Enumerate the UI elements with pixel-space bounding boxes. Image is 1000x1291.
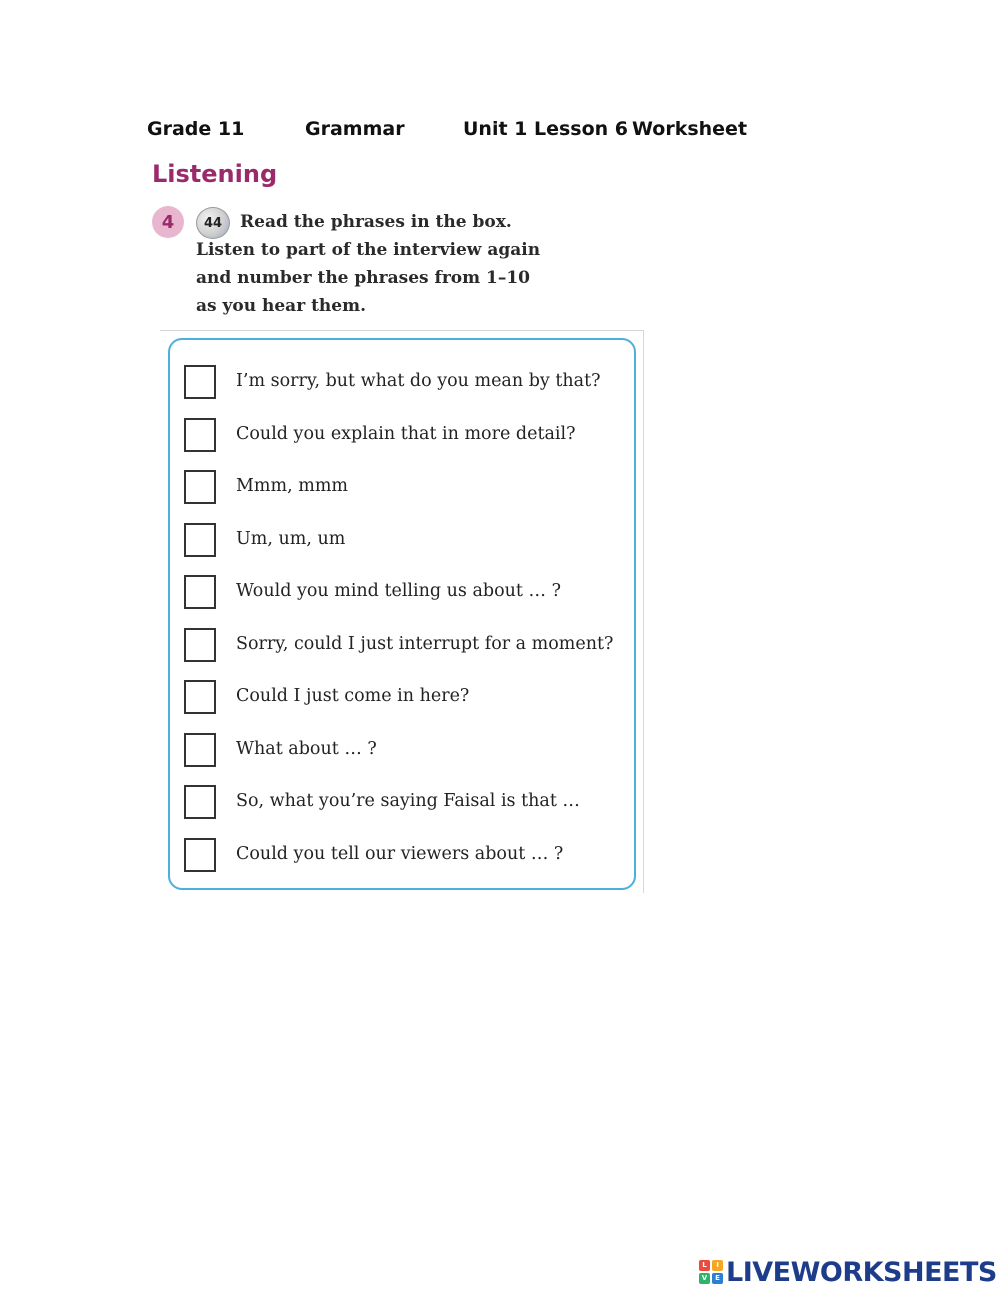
instruction-line: and number the phrases from 1–10 xyxy=(196,268,531,288)
instruction-line: Read the phrases in the box. xyxy=(240,212,512,232)
worksheet-header xyxy=(0,118,1000,148)
answer-box[interactable] xyxy=(184,838,216,872)
phrase-text: Would you mind telling us about … ? xyxy=(236,581,561,601)
phrase-row xyxy=(184,785,624,823)
instruction-line: as you hear them. xyxy=(196,296,366,316)
phrase-row xyxy=(184,365,624,403)
phrase-text: So, what you’re saying Faisal is that … xyxy=(236,791,580,811)
exercise-instructions xyxy=(196,208,556,320)
liveworksheets-logo xyxy=(699,1257,997,1287)
phrase-row xyxy=(184,575,624,613)
exercise-number: 4 xyxy=(152,206,184,238)
answer-box[interactable] xyxy=(184,470,216,504)
answer-box[interactable] xyxy=(184,680,216,714)
logo-mark-icon: L I V E xyxy=(699,1260,723,1284)
phrase-text: Mmm, mmm xyxy=(236,476,349,496)
phrase-text: Um, um, um xyxy=(236,529,346,549)
phrase-row xyxy=(184,523,624,561)
phrase-text: I’m sorry, but what do you mean by that? xyxy=(236,371,601,391)
phrase-text: Could you tell our viewers about … ? xyxy=(236,844,564,864)
phrase-row xyxy=(184,680,624,718)
answer-box[interactable] xyxy=(184,418,216,452)
phrase-text: What about … ? xyxy=(236,739,377,759)
section-title: Listening xyxy=(152,160,278,188)
answer-box[interactable] xyxy=(184,628,216,662)
header-type: Worksheet xyxy=(632,118,748,140)
header-grade: Grade 11 xyxy=(147,118,245,140)
logo-wordmark: LIVEWORKSHEETS xyxy=(726,1256,997,1288)
phrase-text: Could I just come in here? xyxy=(236,686,470,706)
instruction-line: Listen to part of the interview again xyxy=(196,240,541,260)
answer-box[interactable] xyxy=(184,733,216,767)
answer-box[interactable] xyxy=(184,365,216,399)
answer-box[interactable] xyxy=(184,575,216,609)
header-subject: Grammar xyxy=(305,118,405,140)
phrase-box xyxy=(168,338,636,890)
phrase-row xyxy=(184,470,624,508)
phrase-row xyxy=(184,838,624,876)
header-unit: Unit 1 Lesson 6 xyxy=(463,118,629,140)
answer-box[interactable] xyxy=(184,523,216,557)
audio-track-icon: 44 xyxy=(196,207,230,239)
answer-box[interactable] xyxy=(184,785,216,819)
phrase-row xyxy=(184,733,624,771)
phrase-text: Sorry, could I just interrupt for a moment? xyxy=(236,634,614,654)
phrase-text: Could you explain that in more detail? xyxy=(236,424,576,444)
phrase-row xyxy=(184,628,624,666)
phrase-row xyxy=(184,418,624,456)
